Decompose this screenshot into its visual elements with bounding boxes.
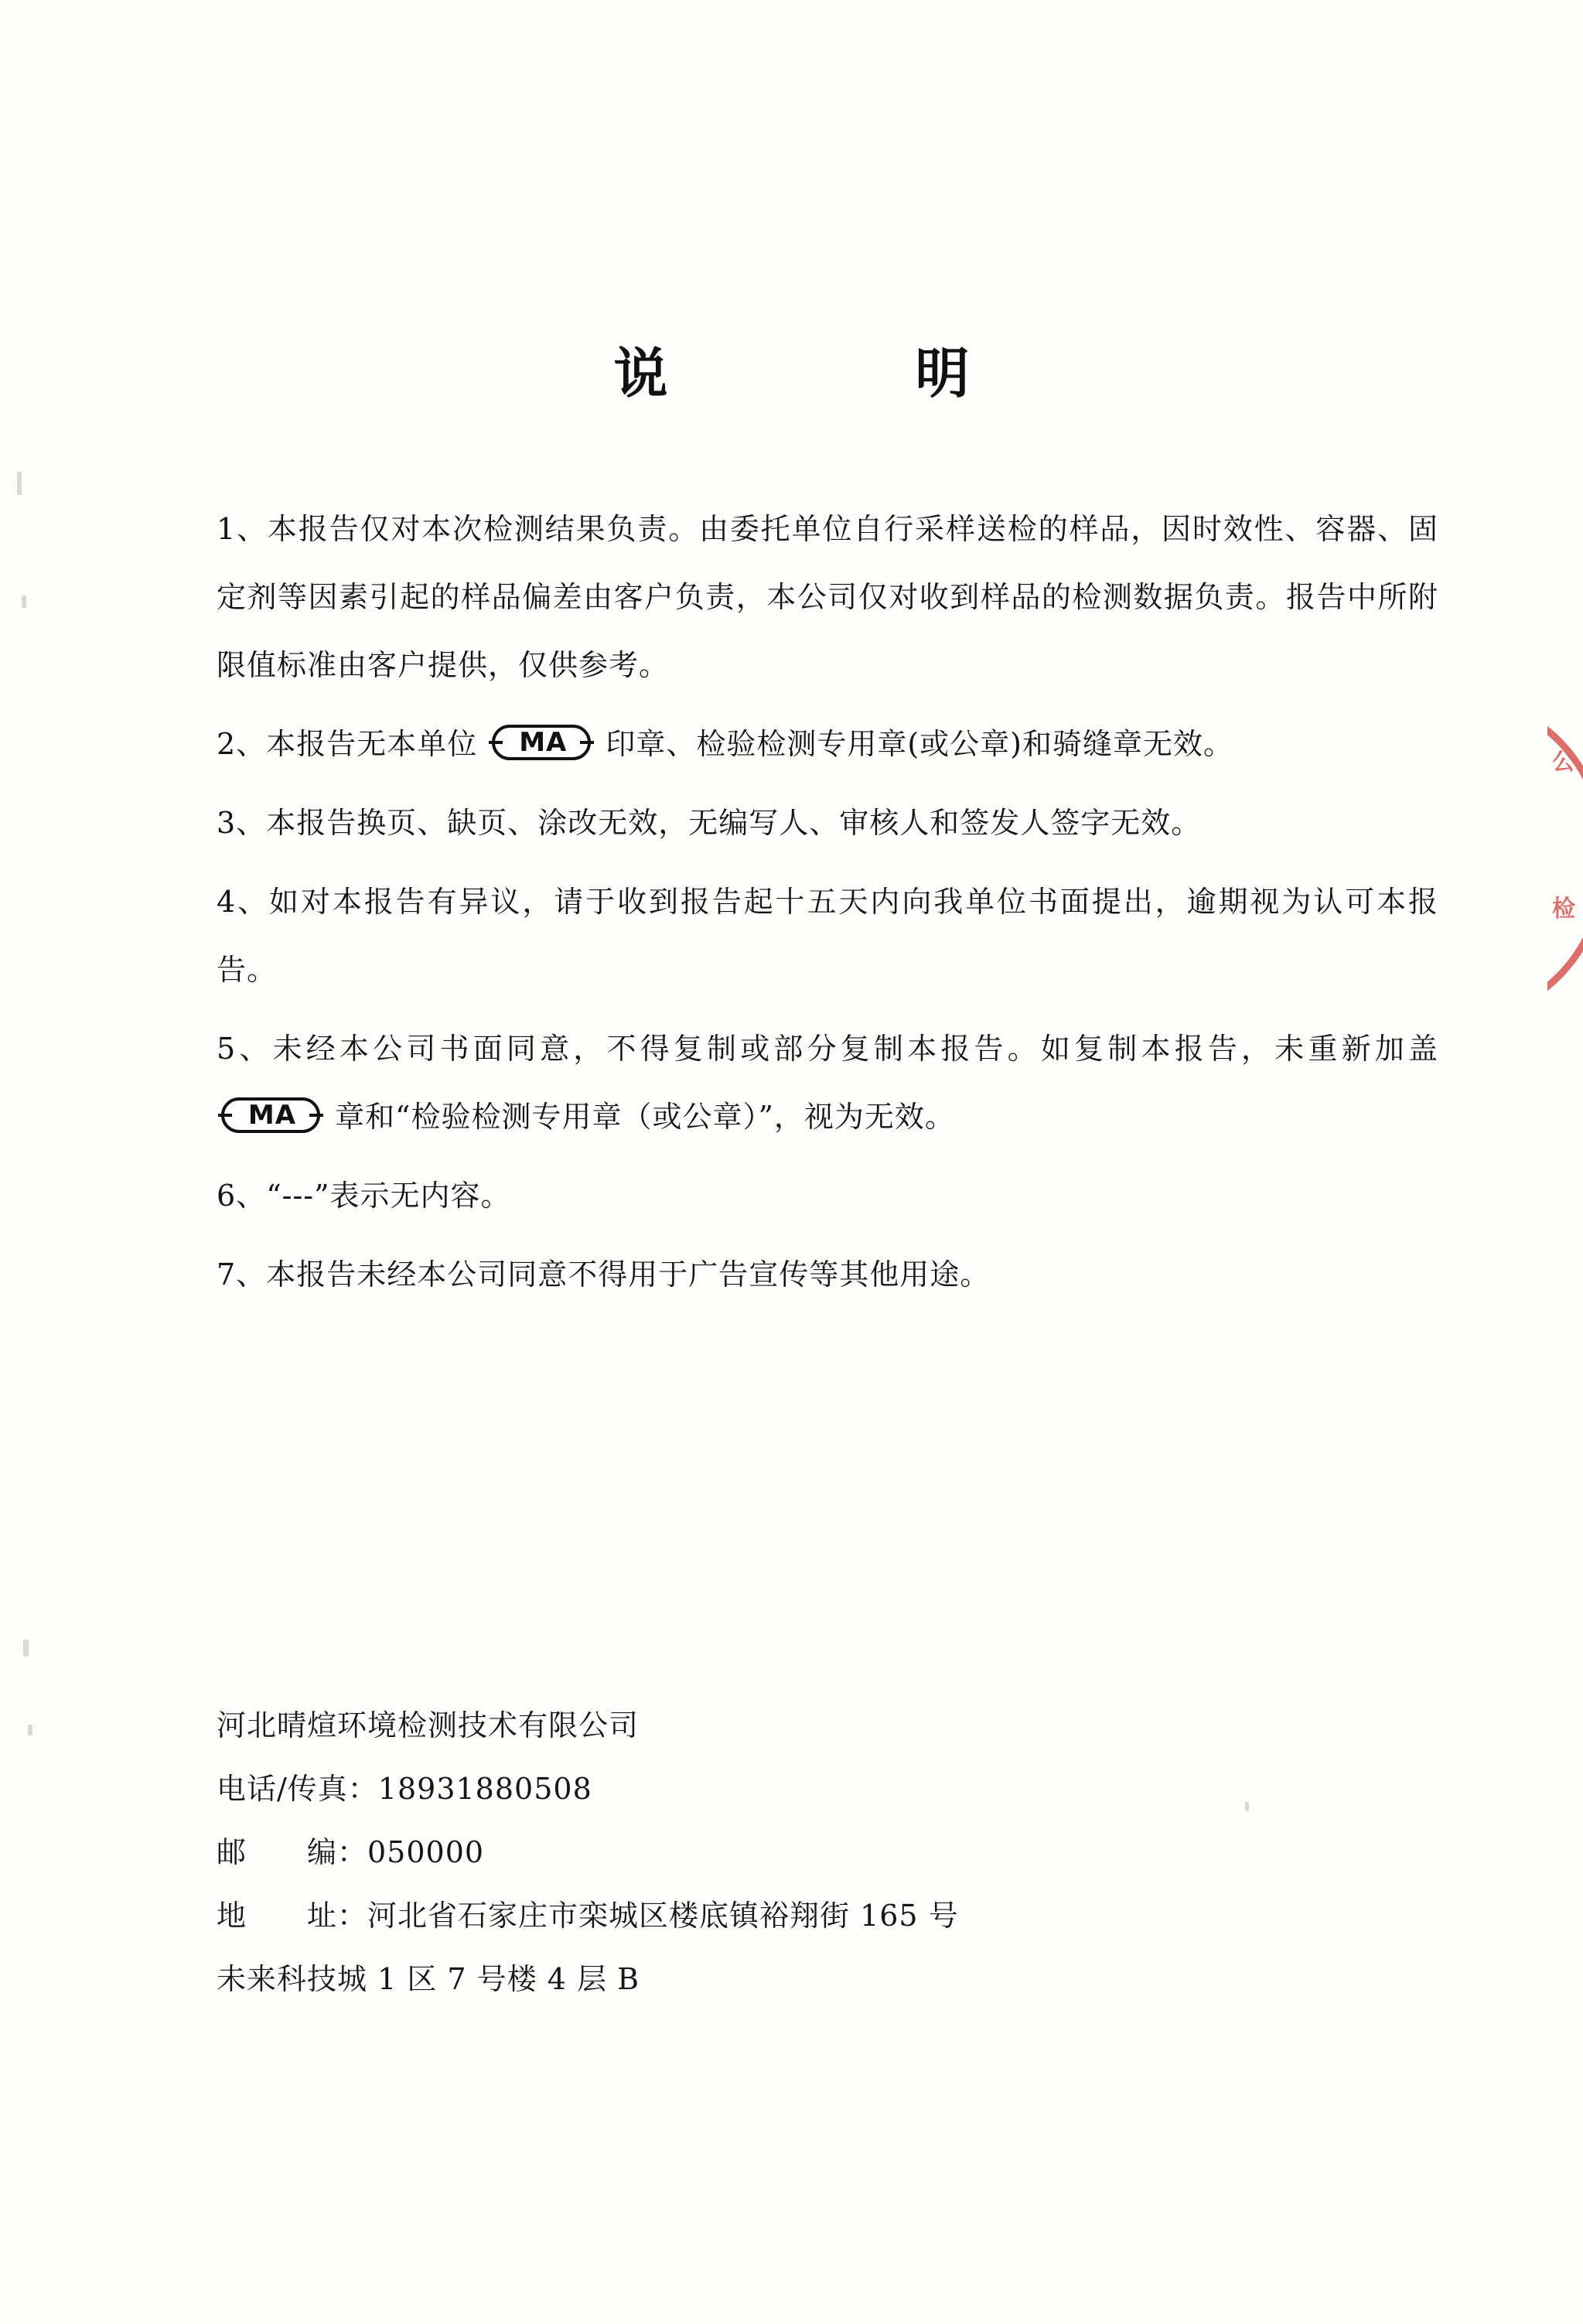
clause-text: 本报告仅对本次检测结果负责。由委托单位自行采样送检的样品，因时效性、容器、固定剂等因素引起的样品偏差由客户负责，本公司仅对收到样品的检测数据负责。报告中所附限值标准由客户提供，仅供参考。 [217,512,1438,682]
clause-paragraph [217,1240,1438,1309]
scan-speck [23,1640,29,1657]
contact-footer [217,1694,1299,2011]
clause-index: 6、 [217,1179,267,1213]
cma-stamp-icon [221,1097,320,1133]
seal-glyph: 检 [1552,896,1575,923]
company-name: 河北晴煊环境检测技术有限公司 [217,1708,640,1742]
clause-paragraph [217,868,1438,1004]
scan-speck [22,596,26,608]
address-line: 地 址：河北省石家庄市栾城区楼底镇裕翔街 165 号 [217,1899,959,1933]
clause-index: 3、 [217,806,267,840]
scan-speck [28,1725,32,1735]
clause-paragraph [217,789,1438,857]
clause-text: 本报告换页、缺页、涂改无效，无编写人、审核人和签发人签字无效。 [266,806,1202,840]
clause-index: 4、 [217,885,270,919]
cma-stamp-label: MA [519,727,568,758]
clause-text: 本报告无本单位 [266,727,488,761]
page-title: 说 明 [613,340,1016,405]
phone-line: 电话/传真：18931880508 [217,1772,592,1806]
clause-text: 未经本公司书面同意，不得复制或部分复制本报告。如复制本报告，未重新加盖 [272,1032,1438,1066]
clause-text: 印章、检验检测专用章(或公章)和骑缝章无效。 [595,727,1234,761]
seal-glyph: 公 [1552,749,1575,776]
address-line-2: 未来科技城 1 区 7 号楼 4 层 B [217,1962,640,1996]
scan-speck [17,472,22,495]
clause-paragraph [217,1015,1438,1151]
clause-index: 7、 [217,1258,267,1292]
clause-paragraph [217,1162,1438,1230]
clause-paragraph [217,495,1438,699]
clause-text: “---”表示无内容。 [266,1179,511,1213]
clause-index: 1、 [217,512,268,546]
clause-text: 章和“检验检测专用章（或公章）”，视为无效。 [325,1100,955,1134]
clause-index: 5、 [217,1032,273,1066]
clause-text: 如对本报告有异议，请于收到报告起十五天内向我单位书面提出，逾期视为认可本报告。 [217,885,1438,987]
cma-stamp-label: MA [247,1100,297,1131]
clause-index: 2、 [217,727,267,761]
clause-paragraph [217,710,1438,778]
clause-text: 本报告未经本公司同意不得用于广告宣传等其他用途。 [266,1258,991,1292]
cma-stamp-icon [492,725,591,760]
clause-list [217,495,1438,1319]
postcode-line: 邮 编：050000 [217,1835,485,1869]
red-seal-fragment [1547,696,1583,1021]
